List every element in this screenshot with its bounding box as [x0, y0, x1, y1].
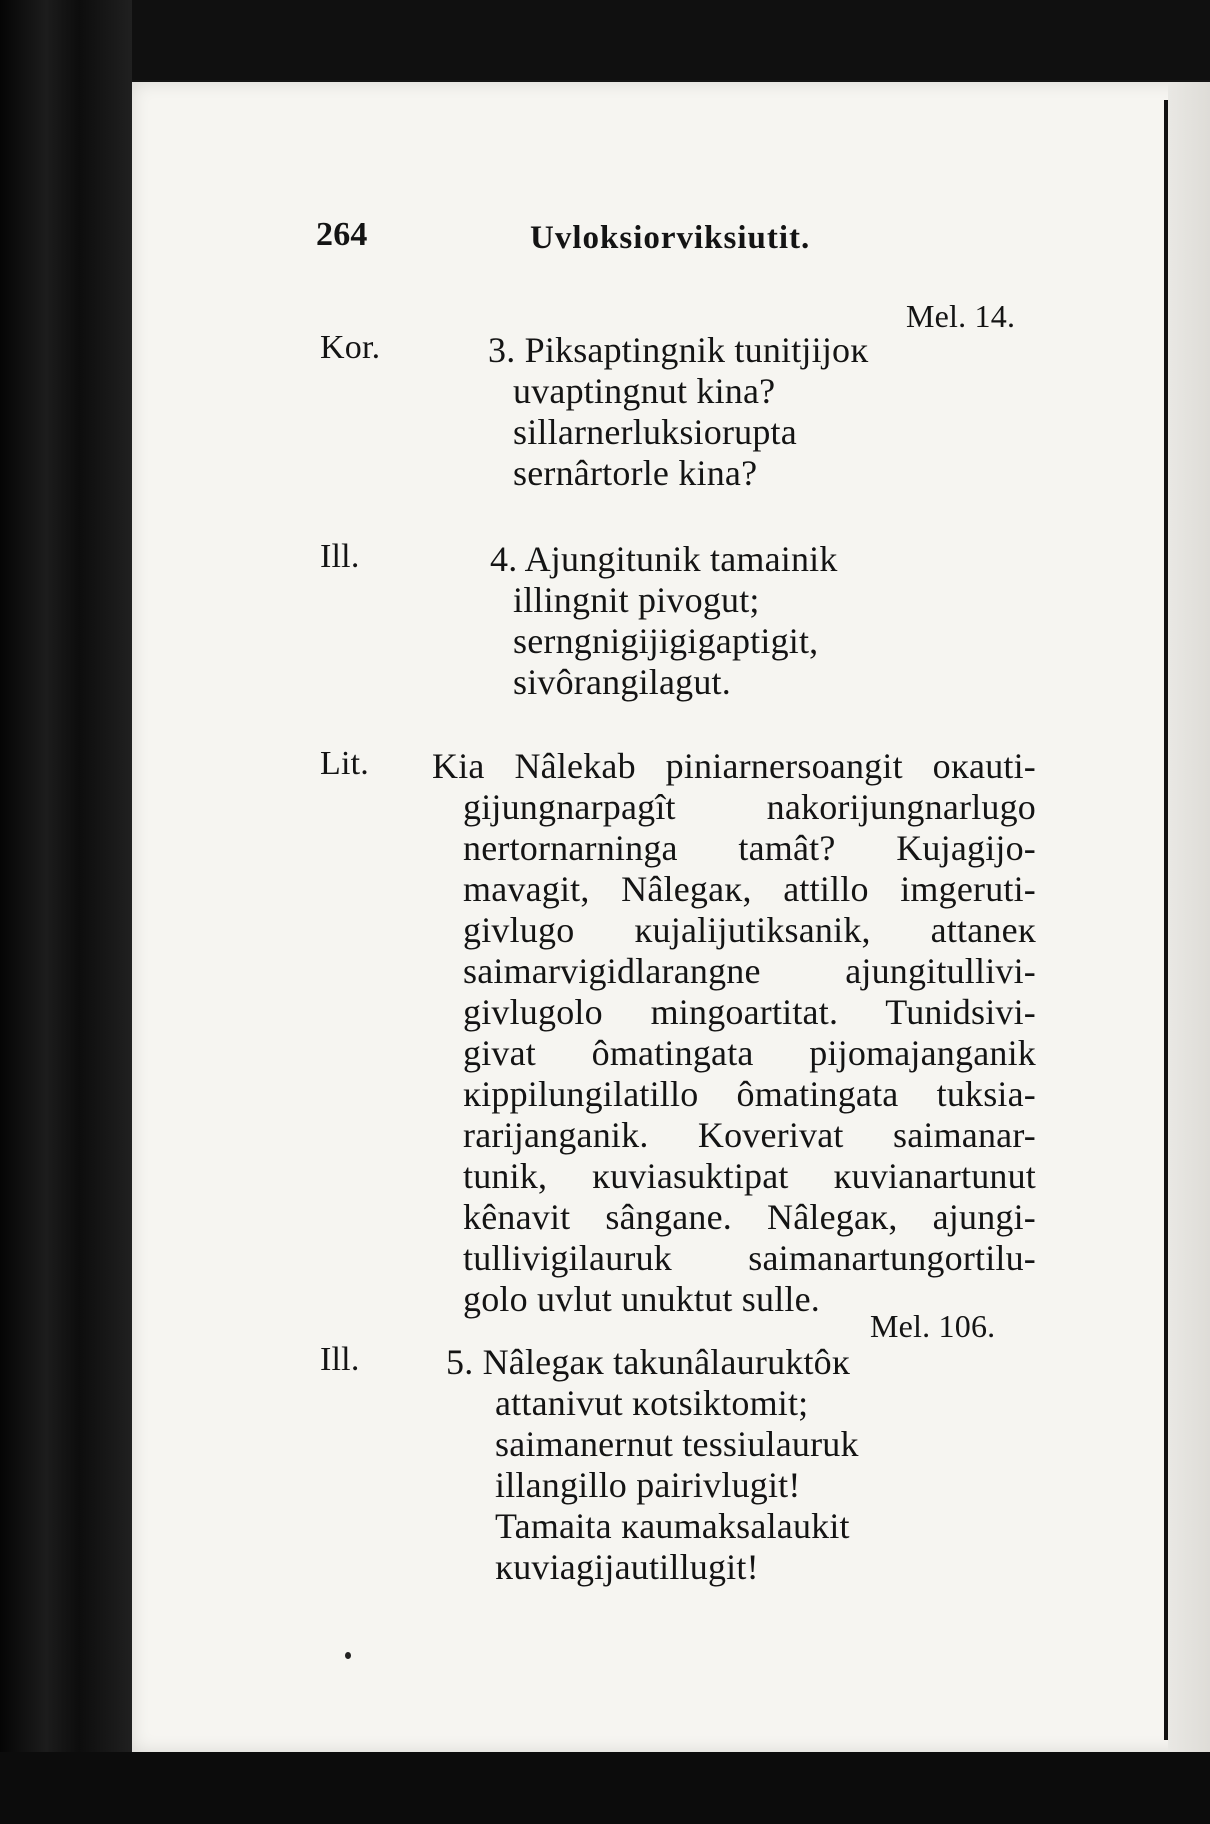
prose-line: Kia Nâlekab piniarnersoangit oĸauti-	[432, 746, 1036, 786]
verse-line: 4. Ajungitunik tamainik	[490, 539, 838, 579]
prose-line: gijungnarpagît nakorijungnarlugo	[463, 787, 1036, 827]
section-label-ill: Ill.	[320, 538, 360, 575]
prose-line: saimarvigidlarangne ajungitullivi-	[463, 951, 1036, 991]
page-edge-shadow	[1168, 82, 1210, 1752]
verse-line: sivôrangilagut.	[513, 662, 731, 702]
ink-speck	[345, 1652, 351, 1659]
page-number: 264	[316, 216, 368, 253]
prose-line: rarijanganik. Koverivat saimanar-	[463, 1115, 1036, 1155]
verse-line: illangillo pairivlugit!	[495, 1465, 801, 1505]
section-label-kor: Kor.	[320, 329, 381, 366]
melody-reference: Mel. 106.	[870, 1308, 996, 1344]
verse-line: 5. Nâlegaĸ takunâlauruktôĸ	[446, 1342, 851, 1382]
next-page-edge	[1164, 100, 1168, 1740]
verse-line: uvaptingnut kina?	[513, 371, 776, 411]
prose-line: tunik, ĸuviasuktipat ĸuvianartunut	[463, 1156, 1036, 1196]
book-spine-shadow	[0, 0, 132, 1824]
prose-line: kênavit sângane. Nâlegaĸ, ajungi-	[463, 1197, 1036, 1237]
prose-line: ĸippilungilatillo ômatingata tuksia-	[463, 1074, 1036, 1114]
prose-line: givlugo ĸujalijutiksanik, attaneĸ	[463, 910, 1036, 950]
verse-line: ĸuviagijautillugit!	[495, 1547, 759, 1587]
prose-line: givlugolo mingoartitat. Tunidsivi-	[463, 992, 1036, 1032]
prose-line: tullivigilauruk saimanartungortilu-	[463, 1238, 1036, 1278]
verse-line: attanivut ĸotsiktomit;	[495, 1383, 809, 1423]
prose-line: givat ômatingata pijomajanganik	[463, 1033, 1036, 1073]
section-label-lit: Lit.	[320, 745, 369, 782]
section-label-ill: Ill.	[320, 1341, 360, 1378]
prose-line: mavagit, Nâlegaĸ, attillo imgeruti-	[463, 869, 1036, 909]
scan-bottom-border	[0, 1752, 1210, 1824]
verse-line: sernârtorle kina?	[513, 453, 758, 493]
prose-line: golo uvlut unuktut sulle.	[463, 1279, 821, 1319]
scan-top-border	[0, 0, 1210, 80]
verse-line: illingnit pivogut;	[513, 580, 760, 620]
verse-line: saimanernut tessiulauruk	[495, 1424, 859, 1464]
running-title: Uvloksiorviksiutit.	[530, 220, 811, 256]
melody-reference: Mel. 14.	[906, 298, 1016, 334]
verse-line: serngnigijigigaptigit,	[513, 621, 819, 661]
verse-line: 3. Piksaptingnik tunitjijoĸ	[488, 330, 869, 370]
verse-line: sillarnerluksiorupta	[513, 412, 797, 452]
prose-line: nertornarninga tamât? Kujagijo-	[463, 828, 1036, 868]
verse-line: Tamaita ĸaumaksalaukit	[495, 1506, 850, 1546]
